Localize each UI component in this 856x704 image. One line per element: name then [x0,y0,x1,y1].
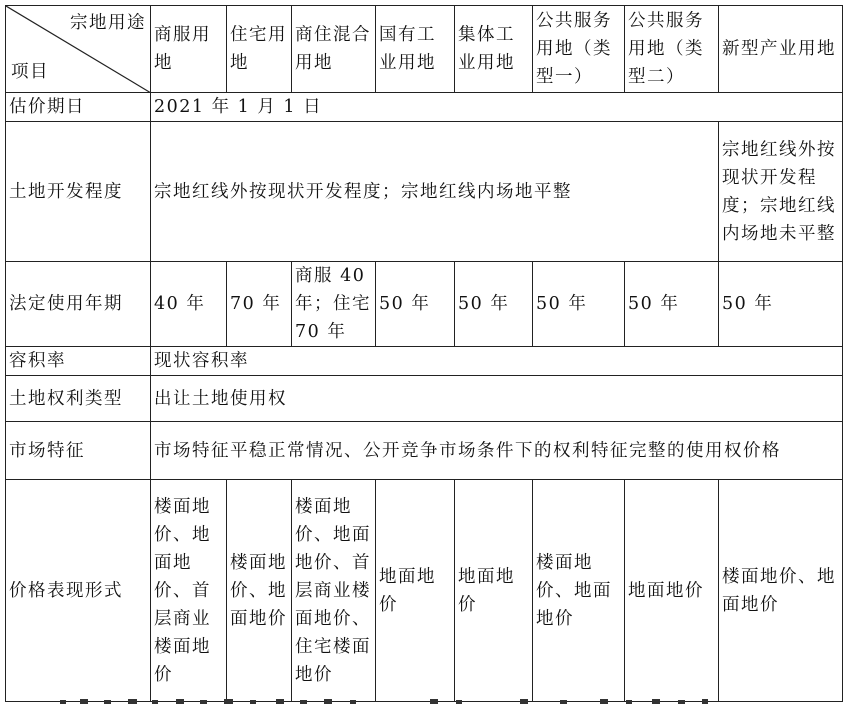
valuation-date-row [6,93,843,122]
term-public-service-type2: 50 年 [625,262,719,347]
row-label-development: 土地开发程度 [6,122,151,262]
term-mixed: 商服 40 年；住宅 70 年 [292,262,376,347]
column-header-collective-industrial: 集体工业用地 [455,6,533,93]
term-row [6,262,843,347]
row-label-price-form: 价格表现形式 [6,480,151,702]
column-header-residential: 住宅用地 [227,6,292,93]
price-form-mixed: 楼面地价、地面地价、首层商业楼面地价、住宅楼面地价 [292,480,376,702]
price-form-collective-industrial: 地面地价 [455,480,533,702]
term-new-industry: 50 年 [719,262,843,347]
column-header-public-service-type1: 公共服务用地（类型一） [533,6,625,93]
row-label-valuation-date: 估价期日 [6,93,151,122]
price-form-state-industrial: 地面地价 [376,480,455,702]
term-residential: 70 年 [227,262,292,347]
term-state-industrial: 50 年 [376,262,455,347]
column-header-state-industrial: 国有工业用地 [376,6,455,93]
header-row [6,6,843,93]
land-price-definition-table [5,5,843,702]
column-header-mixed: 商住混合用地 [292,6,376,93]
row-label-term: 法定使用年期 [6,262,151,347]
row-label-rights: 土地权利类型 [6,376,151,422]
term-commercial: 40 年 [151,262,227,347]
rights-row [6,376,843,422]
column-header-commercial: 商服用地 [151,6,227,93]
development-value-common: 宗地红线外按现状开发程度；宗地红线内场地平整 [151,122,719,262]
rights-value: 出让土地使用权 [151,376,843,422]
market-row [6,422,843,480]
market-value: 市场特征平稳正常情况、公开竞争市场条件下的权利特征完整的使用权价格 [151,422,843,480]
term-collective-industrial: 50 年 [455,262,533,347]
price-form-row [6,480,843,702]
corner-label-item: 项目 [11,62,49,82]
price-form-public-service-type2: 地面地价 [625,480,719,702]
header-corner-cell [6,6,151,93]
price-form-residential: 楼面地价、地面地价 [227,480,292,702]
price-form-new-industry: 楼面地价、地面地价 [719,480,843,702]
corner-label-land-use: 宗地用途 [70,13,146,33]
row-label-market: 市场特征 [6,422,151,480]
development-value-new-industry: 宗地红线外按现状开发程度；宗地红线内场地未平整 [719,122,843,262]
development-row [6,122,843,262]
far-row [6,347,843,376]
price-form-public-service-type1: 楼面地价、地面地价 [533,480,625,702]
term-public-service-type1: 50 年 [533,262,625,347]
valuation-date-value: 2021 年 1 月 1 日 [151,93,843,122]
row-label-far: 容积率 [6,347,151,376]
price-form-commercial: 楼面地价、地面地价、首层商业楼面地价 [151,480,227,702]
far-value: 现状容积率 [151,347,843,376]
column-header-new-industry: 新型产业用地 [719,6,843,93]
column-header-public-service-type2: 公共服务用地（类型二） [625,6,719,93]
cropped-text-line [0,697,856,704]
